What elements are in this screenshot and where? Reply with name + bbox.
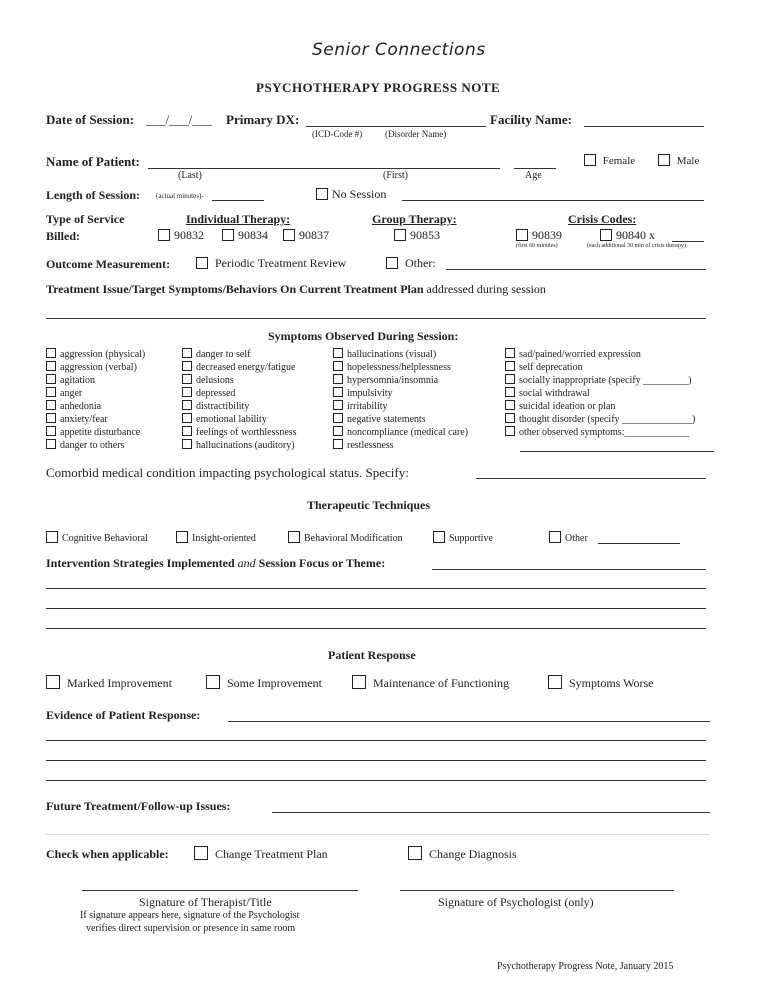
symptom-checkbox[interactable] bbox=[333, 439, 343, 449]
response-label: Marked Improvement bbox=[67, 676, 172, 690]
symptom-item[interactable] bbox=[333, 387, 468, 400]
intervention-label-b: Session Focus or Theme: bbox=[258, 556, 386, 570]
symptom-label: hopelessness/helplessness bbox=[347, 362, 451, 373]
symptom-item[interactable] bbox=[46, 361, 145, 374]
change-treatment-option[interactable] bbox=[194, 846, 328, 862]
code-90853-checkbox[interactable] bbox=[394, 229, 406, 241]
change-treatment-label: Change Treatment Plan bbox=[215, 847, 328, 861]
length-field[interactable] bbox=[212, 200, 264, 201]
symptoms-col-3 bbox=[333, 348, 468, 452]
logo: Senior Connections bbox=[312, 40, 486, 60]
symptom-item[interactable] bbox=[46, 400, 145, 413]
technique-checkbox[interactable] bbox=[288, 531, 300, 543]
no-session-field[interactable] bbox=[402, 200, 704, 201]
symptom-label: danger to others bbox=[60, 440, 125, 451]
last-caption: (Last) bbox=[178, 170, 202, 181]
code-90839-option[interactable] bbox=[516, 228, 562, 243]
symptom-label: danger to self bbox=[196, 349, 251, 360]
symptom-checkbox[interactable] bbox=[46, 426, 56, 436]
therapist-signature-label: Signature of Therapist/Title bbox=[139, 895, 272, 909]
page-title: PSYCHOTHERAPY PROGRESS NOTE bbox=[256, 80, 501, 95]
symptom-checkbox[interactable] bbox=[505, 387, 515, 397]
future-line[interactable] bbox=[46, 834, 710, 835]
symptom-label: feelings of worthlessness bbox=[196, 427, 297, 438]
patient-name-field[interactable] bbox=[148, 168, 500, 169]
symptom-label: distractibility bbox=[196, 401, 250, 412]
comorbid-field[interactable] bbox=[476, 478, 706, 479]
intervention-label-and: and bbox=[237, 556, 256, 570]
symptom-item[interactable] bbox=[46, 374, 145, 387]
symptom-checkbox[interactable] bbox=[182, 413, 192, 423]
comorbid-label: Comorbid medical condition impacting psychological status. Specify: bbox=[46, 465, 409, 480]
symptom-item[interactable] bbox=[46, 439, 145, 452]
symptom-item[interactable] bbox=[505, 348, 695, 361]
technique-checkbox[interactable] bbox=[549, 531, 561, 543]
intervention-line[interactable] bbox=[46, 628, 706, 629]
symptom-item[interactable] bbox=[333, 413, 468, 426]
periodic-review-checkbox[interactable] bbox=[196, 257, 208, 269]
intervention-line[interactable] bbox=[46, 608, 706, 609]
code-90832-option[interactable] bbox=[158, 228, 204, 243]
symptom-checkbox[interactable] bbox=[182, 361, 192, 371]
response-checkbox[interactable] bbox=[548, 675, 562, 689]
response-checkbox[interactable] bbox=[206, 675, 220, 689]
code-90840-label: 90840 x bbox=[616, 228, 655, 242]
symptom-label: anhedonia bbox=[60, 401, 102, 412]
technique-checkbox[interactable] bbox=[176, 531, 188, 543]
code-90839-checkbox[interactable] bbox=[516, 229, 528, 241]
symptom-label: suicidal ideation or plan bbox=[519, 401, 616, 412]
symptom-checkbox[interactable] bbox=[333, 400, 343, 410]
symptom-item[interactable] bbox=[182, 374, 297, 387]
intervention-label-a: Intervention Strategies Implemented bbox=[46, 556, 235, 570]
symptom-label: restlessness bbox=[347, 440, 394, 451]
code-90837-option[interactable] bbox=[283, 228, 329, 243]
facility-label: Facility Name: bbox=[490, 112, 572, 127]
technique-label: Cognitive Behavioral bbox=[62, 533, 148, 544]
symptoms-header: Symptoms Observed During Session: bbox=[268, 329, 459, 343]
periodic-review-label: Periodic Treatment Review bbox=[215, 256, 347, 270]
symptom-item[interactable] bbox=[182, 348, 297, 361]
response-worse[interactable] bbox=[548, 675, 654, 691]
code-90840-count-field[interactable] bbox=[672, 241, 704, 242]
symptom-item[interactable] bbox=[505, 387, 695, 400]
group-therapy-header: Group Therapy: bbox=[372, 212, 457, 226]
code-90840-option[interactable] bbox=[600, 228, 655, 243]
evidence-line[interactable] bbox=[46, 780, 706, 781]
symptom-checkbox[interactable] bbox=[182, 374, 192, 384]
symptom-label: appetite disturbance bbox=[60, 427, 141, 438]
technique-label: Behavioral Modification bbox=[304, 533, 403, 544]
symptom-checkbox[interactable] bbox=[46, 439, 56, 449]
individual-therapy-header: Individual Therapy: bbox=[186, 212, 291, 226]
code-90834-option[interactable] bbox=[222, 228, 268, 243]
evidence-field[interactable] bbox=[228, 721, 710, 722]
symptom-item[interactable] bbox=[505, 426, 695, 439]
future-label: Future Treatment/Follow-up Issues: bbox=[46, 799, 231, 813]
footer-text: Psychotherapy Progress Note, January 2015 bbox=[497, 961, 674, 972]
crisis-note-1: (first 60 minutes) bbox=[516, 243, 558, 249]
symptom-label: anxiety/fear bbox=[60, 414, 108, 425]
evidence-label: Evidence of Patient Response: bbox=[46, 708, 201, 722]
date-label: Date of Session: bbox=[46, 112, 135, 127]
symptom-item[interactable] bbox=[505, 400, 695, 413]
symptom-checkbox[interactable] bbox=[182, 348, 192, 358]
symptom-label: irritability bbox=[347, 401, 388, 412]
code-90834-checkbox[interactable] bbox=[222, 229, 234, 241]
no-session-label: No Session bbox=[332, 187, 387, 201]
age-field[interactable] bbox=[514, 168, 556, 169]
symptom-label: aggression (verbal) bbox=[60, 362, 137, 373]
age-caption: Age bbox=[525, 170, 542, 181]
techniques-header: Therapeutic Techniques bbox=[307, 498, 431, 512]
first-caption: (First) bbox=[383, 170, 408, 181]
symptom-label: emotional lability bbox=[196, 414, 267, 425]
symptom-checkbox[interactable] bbox=[333, 426, 343, 436]
future-field[interactable] bbox=[272, 812, 710, 813]
symptom-checkbox[interactable] bbox=[46, 413, 56, 423]
outcome-other-label: Other: bbox=[405, 256, 436, 270]
technique-label: Other bbox=[565, 533, 588, 544]
intervention-field[interactable] bbox=[432, 569, 706, 570]
symptom-item[interactable] bbox=[333, 439, 468, 452]
symptom-item[interactable] bbox=[182, 426, 297, 439]
change-treatment-checkbox[interactable] bbox=[194, 846, 208, 860]
outcome-other-checkbox[interactable] bbox=[386, 257, 398, 269]
disorder-caption: (Disorder Name) bbox=[385, 129, 447, 139]
crisis-codes-header: Crisis Codes: bbox=[568, 212, 637, 226]
technique-checkbox[interactable] bbox=[433, 531, 445, 543]
technique-checkbox[interactable] bbox=[46, 531, 58, 543]
symptom-item[interactable] bbox=[333, 374, 468, 387]
code-90840-checkbox[interactable] bbox=[600, 229, 612, 241]
periodic-review-option[interactable] bbox=[196, 256, 346, 271]
symptom-item[interactable] bbox=[333, 426, 468, 439]
response-header: Patient Response bbox=[328, 648, 416, 662]
change-diagnosis-option[interactable] bbox=[408, 846, 517, 862]
change-diagnosis-label: Change Diagnosis bbox=[429, 847, 517, 861]
symptom-label: impulsivity bbox=[347, 388, 393, 399]
symptom-checkbox[interactable] bbox=[182, 400, 192, 410]
patient-name-label: Name of Patient: bbox=[46, 154, 140, 169]
symptom-item[interactable] bbox=[182, 439, 297, 452]
technique-behavioral[interactable] bbox=[288, 531, 403, 544]
response-label: Symptoms Worse bbox=[569, 676, 654, 690]
code-90853-option[interactable] bbox=[394, 228, 440, 243]
outcome-other-field[interactable] bbox=[446, 269, 706, 270]
symptom-label: hallucinations (auditory) bbox=[196, 440, 295, 451]
symptom-label: aggression (physical) bbox=[60, 349, 146, 360]
outcome-label: Outcome Measurement: bbox=[46, 257, 171, 271]
symptom-checkbox[interactable] bbox=[46, 374, 56, 384]
symptom-checkbox[interactable] bbox=[505, 361, 515, 371]
evidence-line[interactable] bbox=[46, 760, 706, 761]
symptom-label: decreased energy/fatigue bbox=[196, 362, 296, 373]
symptom-label: negative statements bbox=[347, 414, 426, 425]
technique-other[interactable] bbox=[549, 531, 588, 544]
symptom-checkbox[interactable] bbox=[46, 348, 56, 358]
symptom-label: socially inappropriate (specify _________) bbox=[519, 375, 692, 386]
treatment-issue-rest: addressed during session bbox=[426, 282, 546, 296]
date-field[interactable]: ___/___/___ bbox=[146, 112, 212, 127]
code-90834-label: 90834 bbox=[238, 228, 268, 242]
change-diagnosis-checkbox[interactable] bbox=[408, 846, 422, 860]
symptom-item[interactable] bbox=[182, 400, 297, 413]
symptom-label: hallucinations (visual) bbox=[347, 349, 437, 360]
technique-supportive[interactable] bbox=[433, 531, 493, 544]
evidence-line[interactable] bbox=[46, 740, 706, 741]
male-option[interactable] bbox=[658, 154, 699, 167]
symptom-checkbox[interactable] bbox=[505, 426, 515, 436]
symptom-checkbox[interactable] bbox=[333, 387, 343, 397]
intervention-line[interactable] bbox=[46, 588, 706, 589]
symptoms-col-2 bbox=[182, 348, 297, 452]
response-label: Some Improvement bbox=[227, 676, 322, 690]
symptoms-col-1 bbox=[46, 348, 145, 452]
facility-field[interactable] bbox=[584, 126, 704, 127]
signature-note-line-1: If signature appears here, signature of the Psychologist bbox=[80, 910, 300, 921]
crisis-note-2: (each additional 30 min of crisis therapy) bbox=[587, 243, 686, 249]
symptoms-col-4 bbox=[505, 348, 695, 439]
symptom-item[interactable] bbox=[46, 348, 145, 361]
symptom-label: depressed bbox=[196, 388, 236, 399]
primary-dx-label: Primary DX: bbox=[226, 112, 300, 127]
male-label: Male bbox=[676, 155, 700, 167]
psychologist-signature-line[interactable] bbox=[400, 890, 674, 891]
response-marked[interactable] bbox=[46, 675, 172, 691]
code-90853-label: 90853 bbox=[410, 228, 440, 242]
symptom-label: hypersomnia/insomnia bbox=[347, 375, 439, 386]
treatment-issue-field[interactable] bbox=[46, 318, 706, 319]
psychologist-signature-label: Signature of Psychologist (only) bbox=[438, 895, 594, 909]
symptom-item[interactable] bbox=[46, 426, 145, 439]
symptom-checkbox[interactable] bbox=[505, 413, 515, 423]
symptom-item[interactable] bbox=[505, 413, 695, 426]
symptom-checkbox[interactable] bbox=[505, 374, 515, 384]
symptom-item[interactable] bbox=[505, 361, 695, 374]
outcome-other-option[interactable] bbox=[386, 256, 436, 271]
symptom-label: agitation bbox=[60, 375, 95, 386]
technique-insight[interactable] bbox=[176, 531, 256, 544]
symptom-checkbox[interactable] bbox=[505, 400, 515, 410]
female-checkbox[interactable] bbox=[584, 154, 596, 166]
response-label: Maintenance of Functioning bbox=[373, 676, 509, 690]
technique-cognitive[interactable] bbox=[46, 531, 148, 544]
symptom-checkbox[interactable] bbox=[333, 361, 343, 371]
symptom-checkbox[interactable] bbox=[333, 348, 343, 358]
symptom-checkbox[interactable] bbox=[505, 348, 515, 358]
symptoms-extra-field[interactable] bbox=[520, 451, 714, 452]
response-checkbox[interactable] bbox=[46, 675, 60, 689]
female-label: Female bbox=[602, 155, 636, 167]
symptom-label: self deprecation bbox=[519, 362, 583, 373]
symptom-item[interactable] bbox=[182, 413, 297, 426]
therapist-signature-line[interactable] bbox=[82, 890, 358, 891]
technique-label: Supportive bbox=[449, 533, 493, 544]
code-90832-checkbox[interactable] bbox=[158, 229, 170, 241]
symptom-checkbox[interactable] bbox=[333, 374, 343, 384]
symptom-item[interactable] bbox=[46, 413, 145, 426]
female-option[interactable] bbox=[584, 154, 635, 167]
icd-caption: (ICD-Code #) bbox=[312, 129, 363, 139]
symptom-item[interactable] bbox=[333, 348, 468, 361]
response-checkbox[interactable] bbox=[352, 675, 366, 689]
symptom-label: social withdrawal bbox=[519, 388, 590, 399]
symptom-item[interactable] bbox=[333, 361, 468, 374]
symptom-label: anger bbox=[60, 388, 83, 399]
symptom-label: sad/pained/worried expression bbox=[519, 349, 641, 360]
symptom-item[interactable] bbox=[46, 387, 145, 400]
primary-dx-field[interactable] bbox=[306, 126, 486, 127]
length-label: Length of Session: bbox=[46, 188, 141, 202]
symptom-item[interactable] bbox=[182, 387, 297, 400]
treatment-issue-label bbox=[46, 282, 546, 297]
signature-note-line-2: verifies direct supervision or presence in same room bbox=[86, 923, 296, 934]
symptom-label: thought disorder (specify ______________) bbox=[519, 414, 696, 425]
code-90839-label: 90839 bbox=[532, 228, 562, 242]
symptom-checkbox[interactable] bbox=[46, 361, 56, 371]
symptom-checkbox[interactable] bbox=[182, 387, 192, 397]
response-maintenance[interactable] bbox=[352, 675, 509, 691]
symptom-label: other observed symptoms:_____________ bbox=[519, 427, 690, 438]
symptom-item[interactable] bbox=[182, 361, 297, 374]
check-label: Check when applicable: bbox=[46, 847, 169, 861]
symptom-item[interactable] bbox=[333, 400, 468, 413]
symptom-label: noncompliance (medical care) bbox=[347, 427, 469, 438]
symptom-checkbox[interactable] bbox=[182, 426, 192, 436]
billed-label: Billed: bbox=[46, 229, 81, 243]
symptom-item[interactable] bbox=[505, 374, 695, 387]
technique-label: Insight-oriented bbox=[192, 533, 256, 544]
intervention-label bbox=[46, 556, 385, 571]
technique-other-field[interactable] bbox=[598, 543, 680, 544]
treatment-issue-bold: Treatment Issue/Target Symptoms/Behaviors On Current Treatment Plan bbox=[46, 282, 424, 296]
code-90832-label: 90832 bbox=[174, 228, 204, 242]
code-90837-checkbox[interactable] bbox=[283, 229, 295, 241]
type-service-label: Type of Service bbox=[46, 212, 125, 226]
no-session-checkbox[interactable] bbox=[316, 188, 328, 200]
male-checkbox[interactable] bbox=[658, 154, 670, 166]
no-session-option[interactable] bbox=[316, 187, 386, 202]
code-90837-label: 90837 bbox=[299, 228, 329, 242]
symptom-checkbox[interactable] bbox=[333, 413, 343, 423]
symptom-checkbox[interactable] bbox=[46, 387, 56, 397]
symptom-label: delusions bbox=[196, 375, 234, 386]
length-sub: (actual minutes)- bbox=[156, 192, 204, 200]
symptom-checkbox[interactable] bbox=[46, 400, 56, 410]
response-some[interactable] bbox=[206, 675, 322, 691]
symptom-checkbox[interactable] bbox=[182, 439, 192, 449]
